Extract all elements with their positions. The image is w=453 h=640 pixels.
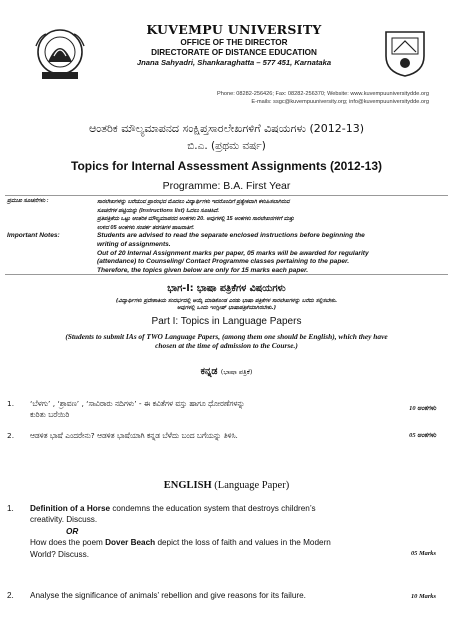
question-number: 1.: [7, 504, 14, 513]
kannada-note-line: ಪ್ರತಿಪತ್ರಿಕೆಯ ಒಟ್ಟು ಆಂತರಿಕ ಮೌಲ್ಯಮಾಪನದ ಅಂಕಗಳು 20. ಅವುಗಳಲ್ಲಿ 15 ಅಂಕಗಳು ಸಾರಲೇಖನಗಳಿಗೆ ಮತ್ತು: [97, 216, 295, 223]
kannada-programme: ಬಿ.ಎ. (ಪ್ರಥಮ ವರ್ಷ): [187, 140, 266, 152]
university-emblem-icon: [34, 26, 86, 82]
university-name: KUVEMPU UNIVERSITY: [146, 22, 322, 37]
english-note-line: Out of 20 Internal Assignment marks per paper, 05 marks will be awarded for regularity: [97, 249, 369, 257]
part1-english-note: [26, 332, 427, 351]
question-line: ಕುರಿತು ಬರೆಯಿರಿ: [30, 410, 70, 419]
part1-english-heading: Part I: Topics in Language Papers: [151, 316, 302, 327]
question-marks: 05 Marks: [410, 550, 436, 557]
question-marks: 10 ಅಂಕಗಳು: [409, 405, 436, 412]
question-number: 1.: [7, 399, 15, 408]
question-text: ಆಡಳಿತ ಭಾಷೆ ಎಂದರೇನು? ಆಡಳಿತ ಭಾಷೆಯಾಗಿ ಕನ್ನಡ ಬೆಳೆದು ಬಂದ ಬಗೆಯನ್ನು ತಿಳಿಸಿ.: [30, 431, 238, 440]
question-number: 2.: [7, 591, 14, 600]
question-text: Analyse the significance of animals’ rebellion and give reasons for its failure.: [30, 591, 306, 600]
important-notes: [5, 195, 448, 275]
poem-title: Dover Beach: [105, 538, 156, 548]
part1-english-note-line: chosen at the time of admission to the Course.): [155, 341, 298, 351]
english-note-line: Students are advised to read the separate enclosed instructions before beginning the: [97, 232, 365, 239]
english-notes-text: [97, 232, 442, 276]
question-number: 2.: [7, 431, 15, 440]
english-notes-label: Important Notes:: [7, 232, 60, 239]
kannada-question-1: [7, 398, 367, 422]
english-paper-heading: [0, 480, 453, 491]
kannada-question-2: [7, 430, 387, 442]
question-line: [30, 503, 375, 514]
question-line: World? Discuss.: [30, 549, 89, 559]
address: Jnana Sahyadri, Shankaraghatta – 577 451, Karnataka: [136, 58, 332, 67]
kannada-paper-sub: (ಭಾಷಾ ಪತ್ರಿಕೆ): [220, 368, 253, 376]
english-note-line: Therefore, the topics given below are only for 15 marks each paper.: [97, 267, 309, 275]
or-separator: OR: [66, 526, 79, 536]
letterhead-text: [90, 22, 378, 67]
question-marks: 10 Marks: [410, 593, 436, 600]
directorate-name: DIRECTORATE OF DISTANCE EDUCATION: [151, 48, 317, 57]
poem-title: Definition of a Horse: [30, 504, 111, 513]
question-line-rest: depict the loss of faith and values in the Modern: [155, 538, 331, 548]
question-marks: 05 ಅಂಕಗಳು: [409, 432, 436, 439]
english-question-2: [7, 590, 387, 602]
programme-line: Programme: B.A. First Year: [162, 180, 291, 192]
part1-english-note-line: (Students to submit IAs of TWO Language Papers, (among them one should be English), which they have: [65, 332, 388, 341]
english-title: Topics for Internal Assessment Assignments (2012-13): [71, 159, 382, 173]
kannada-note-line: ಉಳಿದ 05 ಅಂಕಗಳು ಸಂಪರ್ಕ ತರಗತಿಗಳ ಹಾಜರಾತಿಗೆ.: [97, 224, 195, 231]
kannada-note-line: ಸೂಚನೆಗಳ ಪಟ್ಟಿಯನ್ನು (Instructions list) ಓದಲು ಸೂಚಿಸಿದೆ.: [97, 207, 220, 214]
kannada-note-line: ಸಾರಲೇಖಗಳನ್ನು ಬರೆಯುವ ಪ್ರಾರಂಭದ ಮೊದಲು ವಿದ್ಯಾರ್ಥಿಗಳು ಇದರೊಂದಿಗೆ ಪ್ರತ್ಯೇಕವಾಗಿ ಕಳುಹಿಸಲಾಗಿರುವ: [97, 199, 290, 205]
question-line: [30, 537, 375, 548]
office-name: OFFICE OF THE DIRECTOR: [180, 38, 288, 47]
part1-kannada-note-line: ಅವುಗಳಲ್ಲಿ ಒಂದು ಇಂಗ್ಲೀಷ್ ಭಾಷಾಪತ್ರಿಕೆಯಾಗಿರಬೇಕು.): [176, 305, 277, 312]
dde-crest-icon: [382, 28, 428, 78]
kannada-notes-label: ಪ್ರಮುಖ ಸೂಚನೆಗಳು :: [7, 198, 49, 204]
kannada-paper-heading: [0, 366, 453, 377]
question-line-rest: condemns the education system that destroys children’s: [110, 504, 316, 513]
part1-kannada-note: [20, 298, 433, 313]
kannada-paper-title: ಕನ್ನಡ: [200, 366, 218, 377]
question-text: [30, 398, 245, 420]
english-paper-title: ENGLISH: [163, 480, 212, 491]
kannada-title: ಆಂತರಿಕ ಮೌಲ್ಯಮಾಪನದ ಸಂಕ್ಷಿಪ್ತಸಾರಲೇಖಗಳಿಗೆ ವಿಷಯಗಳು (2012-13): [88, 122, 365, 135]
part1-kannada-heading: ಭಾಗ-I: ಭಾಷಾ ಪತ್ರಿಕೆಗಳ ವಿಷಯಗಳು: [167, 283, 286, 294]
question-line: creativity. Discuss.: [30, 515, 98, 525]
letterhead: [30, 22, 430, 88]
english-note-line: (attendance) to Counseling/ Contact Programme classes pertaining to the paper.: [97, 258, 350, 266]
english-paper-sub: (Language Paper): [214, 480, 290, 491]
english-note-line: writing of assignments.: [97, 240, 171, 248]
part1-kannada-note-line: (ವಿದ್ಯಾರ್ಥಿಗಳು ಪ್ರವೇಶಾತಿಯ ಸಂದರ್ಭದಲ್ಲಿ ಆಯ್ಕೆ ಮಾಡಿಕೊಂಡ ಎರಡು ಭಾಷಾ ಪತ್ರಿಕೆಗಳ ಸಾರಲೇಖಗಳನ್ನು ಬರೆದು ಸಲ್ಲಿಸಬೇಕು.: [115, 298, 338, 304]
english-question-1: [7, 503, 387, 575]
question-line: ‘ಬೆಳಗು’ , ‘ಶ್ರಾವಣ’ , ‘ಸಾವಿರಾರು ನದಿಗಳು’ - ಈ ಕವಿತೆಗಳ ವಸ್ತು ಹಾಗೂ ಧೋರಣೆಗಳನ್ನು: [30, 399, 245, 408]
kannada-notes-text: [97, 198, 442, 232]
question-line-start: How does the poem: [30, 538, 106, 548]
question-text: [30, 503, 375, 560]
contact-phone: Phone: 08282-256426; Fax: 08282-256370; Website: www.kuvempuuniversitydde.org: [217, 91, 429, 97]
contact-email: E-mails: ssgc@kuvempuuniversity.org; info@kuvempuuniversitydde.org: [251, 99, 429, 105]
